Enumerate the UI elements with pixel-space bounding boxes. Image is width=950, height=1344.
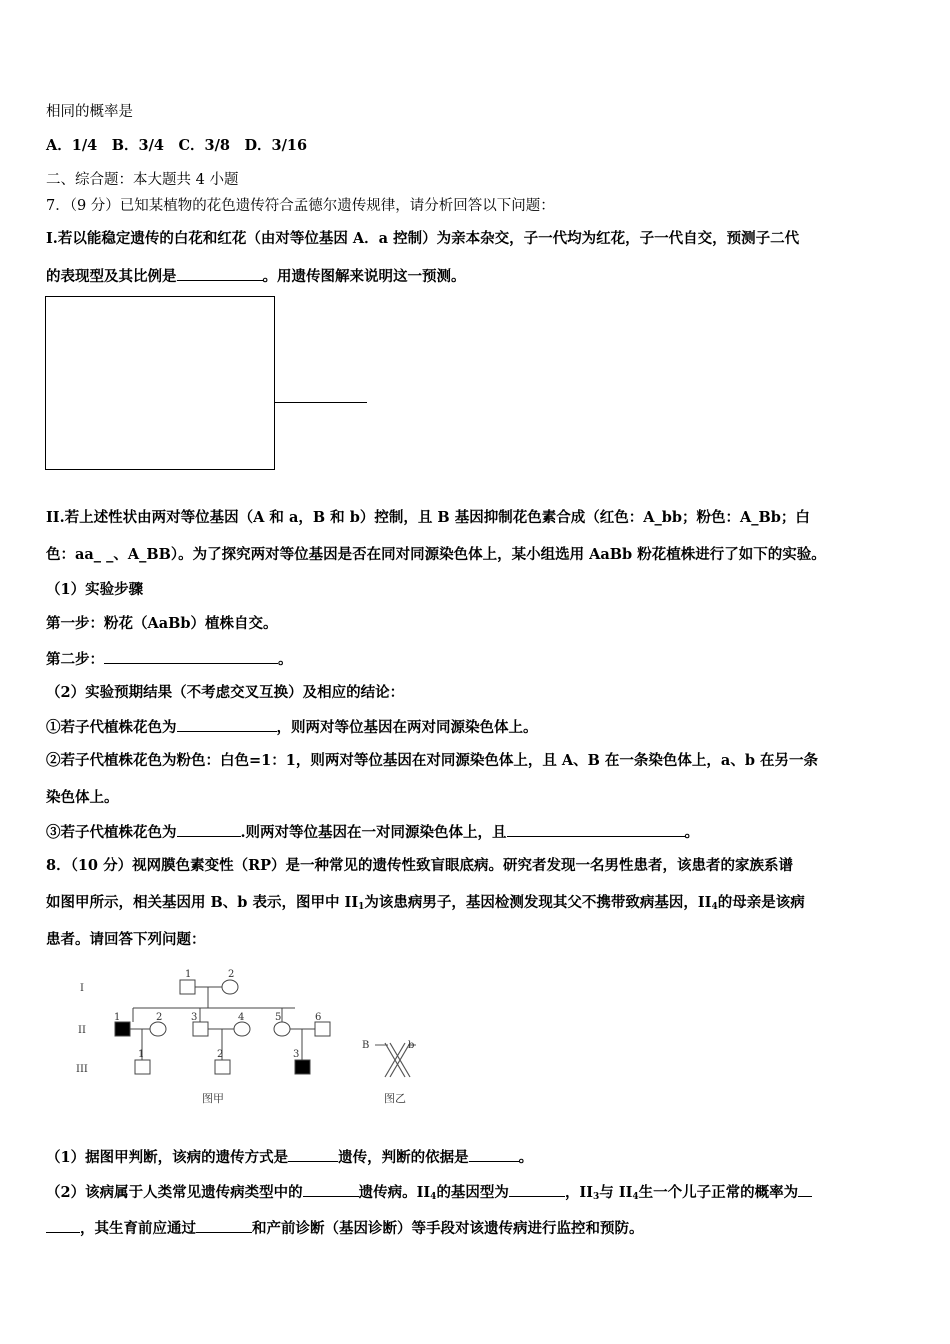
text: （1）据图甲判断，该病的遗传方式是	[46, 1149, 289, 1166]
section-heading: 二、综合题：本大题共 4 小题	[46, 172, 239, 188]
subscript: 1	[358, 902, 365, 912]
question-7-part-i: I.若以能稳定遗传的白花和红花（由对等位基因 A．a 控制）为亲本杂交，子一代均为红花，子一代自交，预测子二代	[46, 230, 800, 247]
result-2-cont: 染色体上。	[46, 789, 119, 806]
pedigree-female-i2	[222, 980, 238, 994]
individual-number: 2	[217, 1049, 224, 1060]
figure-caption: 图乙	[384, 1092, 406, 1105]
text: 如图甲所示，相关基因用 B、b 表示，图甲中 II	[46, 894, 359, 911]
blank	[177, 266, 263, 281]
text: ③若子代植株花色为	[46, 824, 177, 841]
individual-number: 4	[238, 1012, 245, 1023]
blank	[798, 1182, 812, 1197]
text: ，则两对等位基因在两对同源染色体上。	[276, 719, 538, 736]
blank	[507, 822, 685, 837]
question-7-part-i-cont	[46, 266, 466, 287]
text: ①若子代植株花色为	[46, 719, 177, 736]
pedigree-female-ii5	[274, 1022, 290, 1036]
text: 和产前诊断（基因诊断）等手段对该遗传病进行监控和预防。	[252, 1220, 644, 1237]
text: 遗传，判断的依据是	[338, 1149, 469, 1166]
text: 生一个儿子正常的概率为	[638, 1184, 799, 1201]
blank	[303, 1182, 359, 1197]
blank	[509, 1182, 565, 1197]
generation-label: III	[76, 1064, 88, 1075]
pedigree-male-ii6	[315, 1022, 330, 1036]
individual-number: 3	[191, 1012, 198, 1023]
answer-line	[275, 402, 367, 403]
subscript: 3	[593, 1192, 600, 1202]
pedigree-affected-male-iii3	[295, 1060, 310, 1074]
answer-8-1	[46, 1147, 533, 1168]
individual-number: 5	[275, 1012, 282, 1023]
subscript: 4	[711, 902, 718, 912]
result-1	[46, 717, 538, 738]
blank	[177, 822, 241, 837]
text: ，其生育前应通过	[80, 1220, 196, 1237]
step-1: 第一步：粉花（AaBb）植株自交。	[46, 615, 278, 632]
text: 与 II	[599, 1184, 633, 1201]
step-heading: （1）实验步骤	[46, 581, 144, 598]
text: ，II	[564, 1184, 594, 1201]
text: .则两对等位基因在一对同源染色体上，且	[240, 824, 507, 841]
subscript: 4	[430, 1192, 437, 1202]
text: 。	[278, 651, 293, 668]
pedigree-affected-male-ii1	[115, 1022, 130, 1036]
generation-label: I	[80, 983, 84, 994]
answer-options: A．1/4 B．3/4 C．3/8 D．3/16	[46, 137, 308, 154]
allele-label: B	[362, 1040, 370, 1051]
text: （2）该病属于人类常见遗传病类型中的	[46, 1184, 303, 1201]
pedigree-male-ii3	[193, 1022, 208, 1036]
generation-label: II	[78, 1025, 86, 1036]
pedigree-female-ii4	[234, 1022, 250, 1036]
blank	[196, 1218, 252, 1233]
individual-number: 6	[315, 1012, 322, 1023]
expected-results: （2）实验预期结果（不考虑交叉互换）及相应的结论：	[46, 684, 405, 701]
pedigree-figure	[60, 965, 440, 1115]
figure-caption: 图甲	[202, 1092, 224, 1105]
blank	[177, 717, 277, 732]
question-7-part-ii-cont: 色：aa_ _、A_BB）。为了探究两对等位基因是否在同对同源染色体上，某小组选用 AaBb 粉花植株进行了如下的实验。	[46, 546, 826, 563]
answer-box	[45, 296, 275, 470]
answer-8-2	[46, 1182, 812, 1207]
individual-number: 1	[138, 1049, 145, 1060]
result-2: ②若子代植株花色为粉色：白色=1：1，则两对等位基因在对同源染色体上，且 A、B 在一条染色体上，a、b 在另一条	[46, 752, 819, 769]
result-3	[46, 822, 699, 843]
text: 。	[518, 1149, 534, 1166]
text: 的基因型为	[436, 1184, 509, 1201]
step-2	[46, 649, 293, 670]
pedigree-male-i1	[180, 980, 195, 994]
question-7-part-ii: II.若上述性状由两对等位基因（A 和 a，B 和 b）控制，且 B 基因抑制花色素合成（红色：A_bb；粉色：A_Bb；白	[46, 509, 810, 526]
blank	[288, 1147, 338, 1162]
text: 的表现型及其比例是	[46, 268, 177, 285]
individual-number: 3	[293, 1049, 300, 1060]
text: 。用遗传图解来说明这一预测。	[262, 268, 466, 285]
question-8-head: 8．（10 分）视网膜色素变性（RP）是一种常见的遗传性致盲眼底病。研究者发现一名男性患者，该患者的家族系谱	[46, 857, 794, 874]
blank	[469, 1147, 519, 1162]
blank	[104, 649, 278, 664]
text: 。	[684, 824, 700, 841]
individual-number: 1	[114, 1012, 121, 1023]
pedigree-male-iii2	[215, 1060, 230, 1074]
text: 的母亲是该病	[717, 894, 805, 911]
allele-label: b	[408, 1040, 415, 1051]
individual-number: 1	[185, 969, 192, 980]
question-7-head: 7．（9 分）已知某植物的花色遗传符合孟德尔遗传规律，请分析回答以下问题：	[46, 198, 555, 214]
individual-number: 2	[228, 969, 235, 980]
pedigree-male-iii1	[135, 1060, 150, 1074]
question-8-cont	[46, 893, 805, 917]
answer-8-2-cont	[46, 1218, 644, 1239]
text: 为该患病男子，基因检测发现其父不携带致病基因，II	[364, 894, 712, 911]
text: 遗传病。II	[358, 1184, 431, 1201]
individual-number: 2	[156, 1012, 163, 1023]
blank	[46, 1218, 80, 1233]
subscript: 4	[632, 1192, 639, 1202]
text-line: 相同的概率是	[46, 104, 133, 120]
pedigree-female-ii2	[150, 1022, 166, 1036]
text: 第二步：	[46, 651, 104, 668]
question-8-cont: 患者。请回答下列问题：	[46, 931, 206, 948]
